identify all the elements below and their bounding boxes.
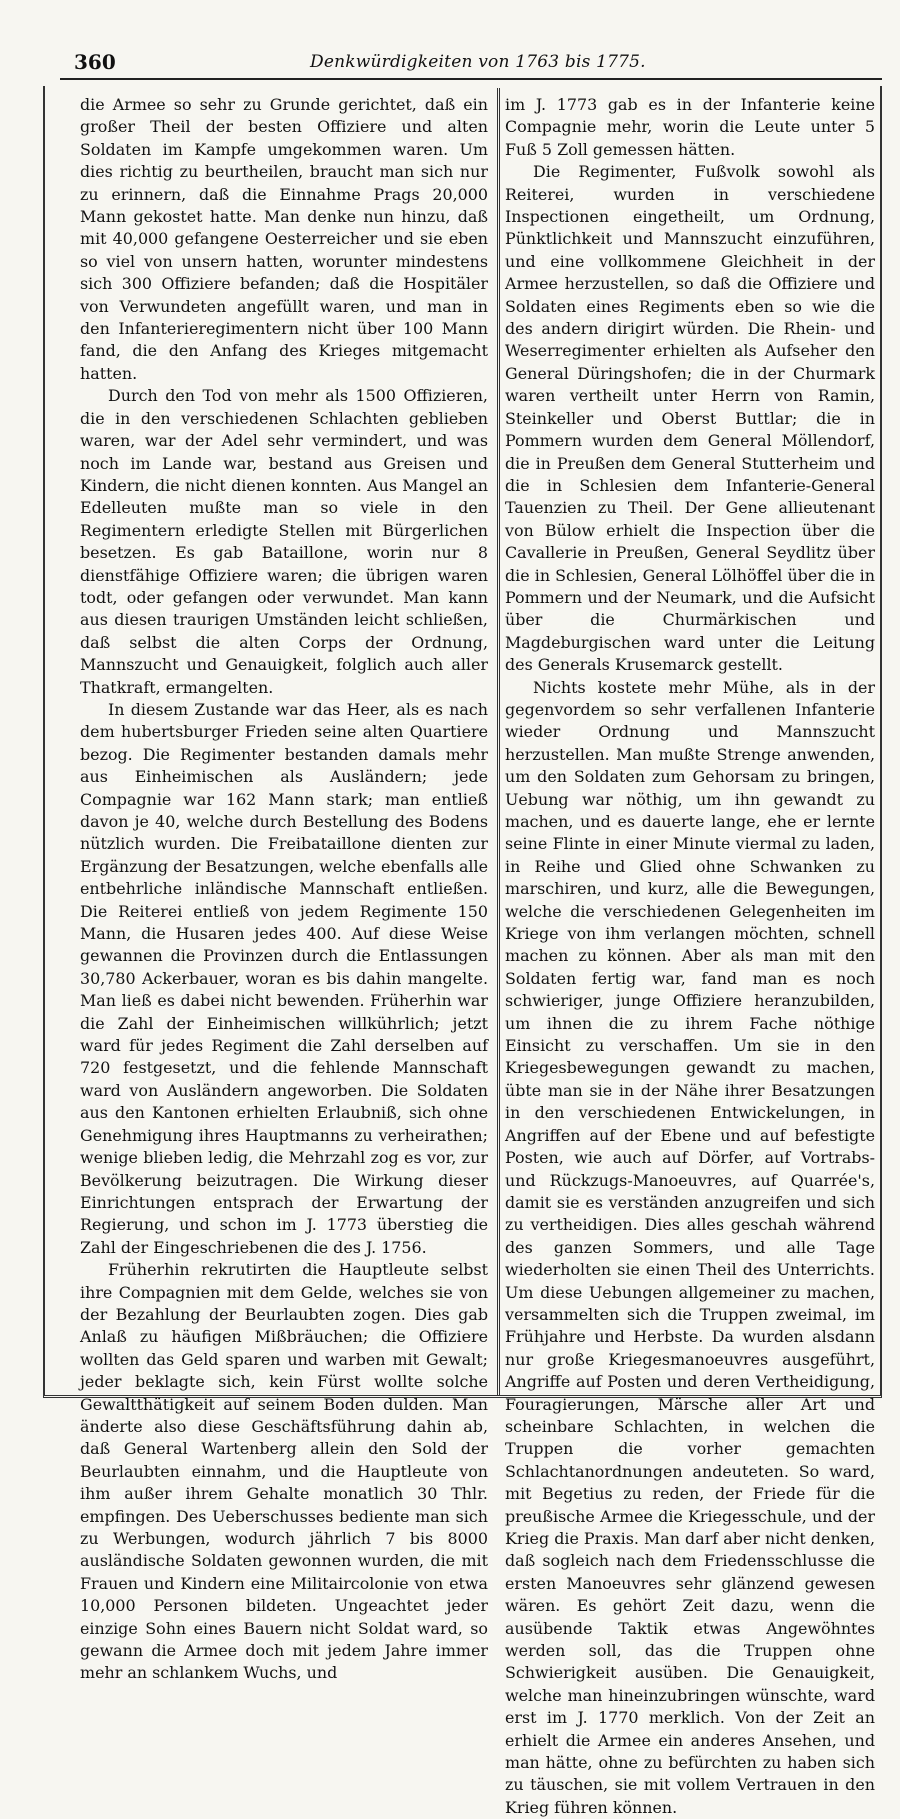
page-number: 360 [74, 50, 116, 74]
paragraph: Nichts kostete mehr Mühe, als in der gegenvordem so sehr verfallenen Infanterie wieder Ordnung und Mannszucht herzustellen. Man mußte Strenge anwenden, um den Soldaten zum Gehorsam zu bringen, Uebung war nöthig, um ihn gewandt zu machen, und es dauerte lange, ehe er lernte seine Flinte in einer Minute viermal zu laden, in Reihe und Glied ohne Schwanken zu marschiren, und kurz, alle die Bewegungen, welche die verschiedenen Gelegenheiten im Kriege von ihm verlangen möchten, schnell machen zu können. Aber als man mit den Soldaten fertig war, fand man es noch schwieriger, junge Offiziere heranzubilden, um ihnen die zu ihrem Fache nöthige Einsicht zu verschaffen. Um sie in den Kriegesbewegungen gewandt zu machen, übte man sie in der Nähe ihrer Besatzungen in den verschiedenen Entwickelungen, in Angriffen auf der Ebene und auf befestigte Posten, wie auch auf Dörfer, auf Vortrabs- und Rückzugs-Manoeuvres, auf Quarrée's, damit sie es verständen anzugreifen und sich zu vertheidigen. Dies alles geschah während des ganzen Sommers, und alle Tage wiederholten sie einen Theil des Unterrichts. Um diese Uebungen allgemeiner zu machen, versammelten sich die Truppen zweimal, im Frühjahre und Herbste. Da wurden alsdann nur große Kriegesmanoeuvres ausgeführt, Angriffe auf Posten und deren Vertheidigung, Fouragierungen, Märsche aller Art und scheinbare Schlachten, in welchen die Truppen die vorher gemachten Schlachtanordnungen andeuteten. So ward, mit Begetius zu reden, der Friede für die preußische Armee die Kriegesschule, und der Krieg die Praxis. Man darf aber nicht denken, daß sogleich nach dem Friedensschlusse die ersten Manoeuvres sehr glänzend gewesen wären. Es gehört Zeit dazu, wenn die ausübende Taktik etwas Angewöhntes werden soll, das die Truppen ohne Schwierigkeit ausüben. Die Genauigkeit, welche man hineinzubringen wünschte, ward erst im J. 1770 merklich. Von der Zeit an erhielt die Armee ein anderes Ansehen, und man hätte, ohne zu befürchten zu haben sich zu täuschen, sie mit vollem Vertrauen in den Krieg führen können. [505, 677, 875, 1817]
page-header [60, 50, 882, 80]
left-column [80, 94, 488, 1683]
paragraph: die Armee so sehr zu Grunde gerichtet, daß ein großer Theil der besten Offiziere und alten Soldaten im Kampfe umgekommen waren. Um dies richtig zu beurtheilen, braucht man sich nur zu erinnern, daß die Einnahme Prags 20,000 Mann gekostet hatte. Man denke nun hinzu, daß mit 40,000 gefangene Oesterreicher und sie eben so viel von unsern hatten, worunter mindestens sich 300 Offiziere befanden; daß die Hospitäler von Verwundeten angefüllt waren, und man in den Infanterieregimentern nicht über 100 Mann fand, die den Anfang des Krieges mitgemacht hatten. [80, 95, 488, 383]
running-title: Denkwürdigkeiten von 1763 bis 1775. [310, 52, 646, 72]
paragraph: Die Regimenter, Fußvolk sowohl als Reiterei, wurden in verschiedene Inspectionen eingetheilt, um Ordnung, Pünktlichkeit und Mannszucht einzuführen, und eine vollkommene Gleichheit in der Armee herzustellen, so daß die Offiziere und Soldaten eines Regiments eben so wie die des andern dirigirt würden. Die Rhein- und Weserregimenter erhielten als Aufseher den General Düringshofen; die in der Churmark waren vertheilt unter Herrn von Ramin, Steinkeller und Oberst Buttlar; die in Pommern wurden dem General Möllendorf, die in Preußen dem General Stutterheim und die in Schlesien dem Infanterie-General Tauenzien zu Theil. Der Gene allieutenant von Bülow erhielt die Inspection über die Cavallerie in Preußen, General Seydlitz über die in Schlesien, General Lölhöffel über die in Pommern und der Neumark, und die Aufsicht über die Churmärkischen und Magdeburgischen ward unter die Leitung des Generals Krusemarck gestellt. [505, 162, 875, 675]
paragraph: Durch den Tod von mehr als 1500 Offizieren, die in den verschiedenen Schlachten geblieben waren, war der Adel sehr vermindert, und was noch im Lande war, bestand aus Greisen und Kindern, die nicht dienen konnten. Aus Mangel an Edelleuten mußte man so viele in den Regimentern erledigte Stellen mit Bürgerlichen besetzen. Es gab Bataillone, worin nur 8 dienstfähige Offiziere waren; die übrigen waren todt, oder gefangen oder verwundet. Man kann aus diesen traurigen Umständen leicht schließen, daß selbst die alten Corps der Ordnung, Mannszucht und Genauigkeit, folglich auch aller Thatkraft, ermangelten. [80, 386, 488, 697]
paragraph: In diesem Zustande war das Heer, als es nach dem hubertsburger Frieden seine alten Quartiere bezog. Die Regimenter bestanden damals mehr aus Einheimischen als Ausländern; jede Compagnie war 162 Mann stark; man entließ davon je 40, welche durch Bestellung des Bodens nützlich wurden. Die Freibataillone dienten zur Ergänzung der Besatzungen, welche ebenfalls alle entbehrliche inländische Mannschaft entließen. Die Reiterei entließ von jedem Regimente 150 Mann, die Husaren jedes 400. Auf diese Weise gewannen die Provinzen durch die Entlassungen 30,780 Ackerbauer, woran es bis dahin mangelte. Man ließ es dabei nicht bewenden. Früherhin war die Zahl der Einheimischen willkührlich; jetzt ward für jedes Regiment die Zahl derselben auf 720 festgesetzt, und die fehlende Mannschaft ward von Ausländern angeworben. Die Soldaten aus den Kantonen erhielten Erlaubniß, sich ohne Genehmigung ihres Hauptmanns zu verheirathen; wenige blieben ledig, die Mehrzahl zog es vor, zur Bevölkerung beizutragen. Die Wirkung dieser Einrichtungen entsprach der Erwartung der Regierung, und schon im J. 1773 überstieg die Zahl der Eingeschriebenen die des J. 1756. [80, 699, 488, 1257]
column-divider [497, 88, 500, 1396]
right-column [505, 94, 875, 1817]
paragraph: im J. 1773 gab es in der Infanterie keine Compagnie mehr, worin die Leute unter 5 Fuß 5 Zoll gemessen hätten. [505, 95, 875, 159]
paragraph: Früherhin rekrutirten die Hauptleute selbst ihre Compagnien mit dem Gelde, welches sie von der Bezahlung der Beurlaubten zogen. Dies gab Anlaß zu häufigen Mißbräuchen; die Offiziere wollten das Geld sparen und warben mit Gewalt; jeder beklagte sich, kein Fürst wollte solche Gewaltthätigkeit auf seinem Boden dulden. Man änderte also diese Geschäftsführung dahin ab, daß General Wartenberg allein den Sold der Beurlaubten einnahm, und die Hauptleute von ihm außer ihrem Gehalte monatlich 30 Thlr. empfingen. Des Ueberschusses bediente man sich zu Werbungen, wodurch jährlich 7 bis 8000 ausländische Soldaten gewonnen wurden, die mit Frauen und Kindern eine Militaircolonie von etwa 10,000 Personen bildeten. Ungeachtet jeder einzige Sohn eines Bauern nicht Soldat ward, so gewann die Armee doch mit jedem Jahre immer mehr an schlankem Wuchs, und [80, 1260, 488, 1683]
